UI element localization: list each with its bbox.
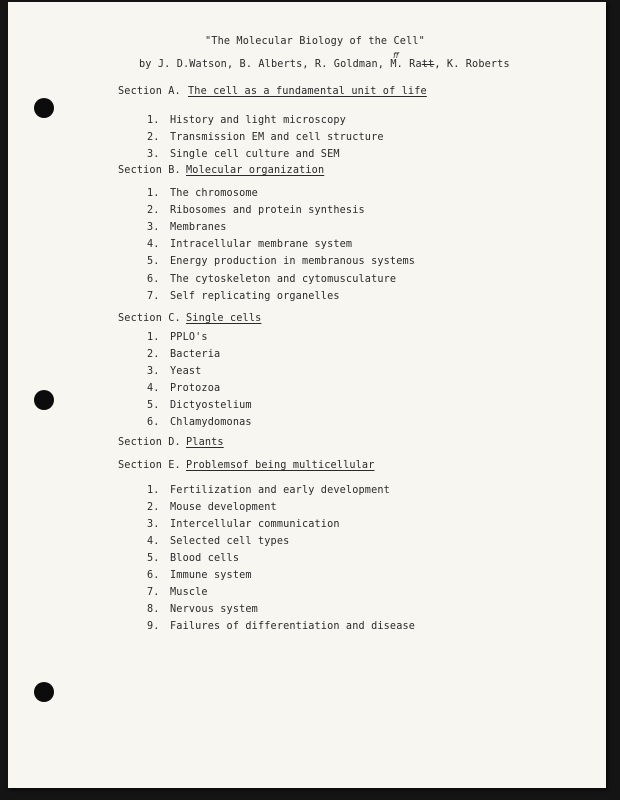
list-item: Selected cell types (170, 536, 290, 548)
list-item: Protozoa (170, 382, 221, 394)
list-item-number: 6. (147, 570, 160, 582)
authors-line (139, 59, 510, 70)
section-label: Section D. (118, 437, 181, 448)
list-item: The chromosome (170, 188, 258, 199)
authors-struck-letters: tt (421, 59, 435, 70)
list-item: Chlamydomonas (170, 416, 252, 428)
section-label: Section E. (118, 460, 181, 471)
list-item-number: 4. (147, 239, 160, 251)
list-item-number: 5. (147, 399, 160, 411)
section-title: The cell as a fundamental unit of life (188, 86, 427, 97)
list-item: Membranes (170, 222, 227, 234)
list-item-number: 6. (147, 273, 160, 285)
list-item: Bacteria (170, 348, 221, 360)
list-item: Single cell culture and SEM (170, 149, 340, 160)
section-title: Problemsof being multicellular (186, 460, 375, 471)
list-item-number: 2. (147, 205, 160, 217)
list-item-number: 2. (147, 348, 160, 360)
list-item-number: 7. (147, 587, 160, 599)
punch-hole-middle (34, 390, 54, 410)
list-item-number: 5. (147, 553, 160, 565)
list-item-number: 2. (147, 502, 160, 514)
list-item-number: 3. (147, 365, 160, 377)
list-item: History and light microscopy (170, 115, 346, 126)
list-item: Blood cells (170, 553, 240, 565)
list-item: Mouse development (170, 502, 277, 514)
section-label: Section C. (118, 313, 181, 324)
list-item: Energy production in membranous systems (170, 256, 416, 268)
authors-prefix: by J. D.Watson, B. Alberts, R. Goldman, M. Ra (139, 59, 422, 70)
list-item-number: 4. (147, 536, 160, 548)
list-item: Ribosomes and protein synthesis (170, 205, 365, 217)
list-item-number: 3. (147, 222, 160, 234)
list-item: Muscle (170, 587, 208, 599)
list-item: Transmission EM and cell structure (170, 132, 384, 143)
section-title: Plants (186, 437, 224, 448)
list-item: Fertilization and early development (170, 485, 390, 496)
list-item: Nervous system (170, 604, 258, 616)
list-item: Intracellular membrane system (170, 239, 353, 251)
section-title: Single cells (186, 313, 262, 324)
section-label: Section A. (118, 86, 181, 97)
authors-suffix: , K. Roberts (434, 59, 510, 70)
list-item-number: 3. (147, 149, 160, 160)
list-item-number: 4. (147, 382, 160, 394)
document-title: "The Molecular Biology of the Cell" (205, 36, 425, 47)
list-item-number: 1. (147, 332, 160, 343)
list-item-number: 1. (147, 115, 160, 126)
section-label: Section B. (118, 165, 181, 176)
list-item-number: 9. (147, 621, 160, 633)
list-item-number: 5. (147, 256, 160, 268)
handwritten-correction: ff (393, 51, 399, 60)
list-item-number: 7. (147, 290, 160, 302)
list-item-number: 2. (147, 132, 160, 143)
list-item-number: 6. (147, 416, 160, 428)
list-item: Immune system (170, 570, 252, 582)
list-item-number: 1. (147, 188, 160, 199)
list-item: PPLO's (170, 332, 208, 343)
list-item: Intercellular communication (170, 519, 340, 531)
list-item-number: 1. (147, 485, 160, 496)
list-item: Yeast (170, 365, 202, 377)
punch-hole-top (34, 98, 54, 118)
punch-hole-bottom (34, 682, 54, 702)
list-item: Self replicating organelles (170, 290, 340, 302)
list-item: Failures of differentiation and disease (170, 621, 416, 633)
list-item-number: 8. (147, 604, 160, 616)
list-item: The cytoskeleton and cytomusculature (170, 273, 397, 285)
section-title: Molecular organization (186, 165, 325, 176)
list-item: Dictyostelium (170, 399, 252, 411)
list-item-number: 3. (147, 519, 160, 531)
